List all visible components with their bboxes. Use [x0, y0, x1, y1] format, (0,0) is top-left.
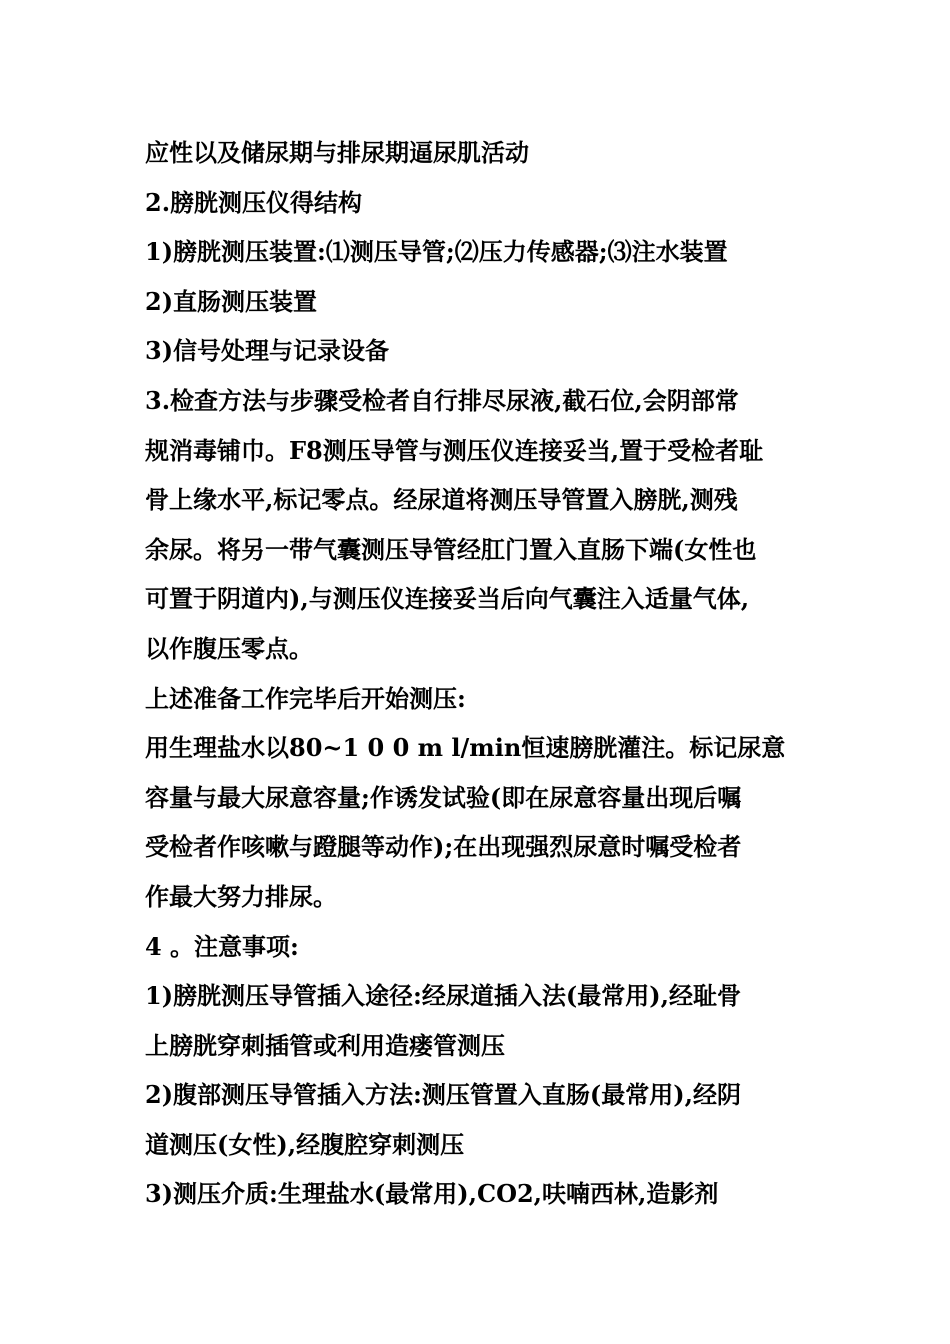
text-line: 1)膀胱测压导管插入途径:经尿道插入法(最常用),经耻骨 [145, 981, 741, 1011]
section-heading: 3.检查方法与步骤受检者自行排尽尿液,截石位,会阴部常 [145, 385, 739, 415]
section-heading: 2.膀胱测压仪得结构 [145, 187, 363, 217]
text-line: 2)腹部测压导管插入方法:测压管置入直肠(最常用),经阴 [145, 1080, 741, 1110]
text-line: 1)膀胱测压装置:⑴测压导管;⑵压力传感器;⑶注水装置 [145, 237, 728, 267]
section-heading: 4 。注意事项: [145, 931, 299, 961]
text-line: 上述准备工作完毕后开始测压: [145, 683, 466, 713]
text-line: 用生理盐水以80~1 0 0 m l/min恒速膀胱灌注。标记尿意 [145, 733, 786, 763]
text-line: 3)信号处理与记录设备 [145, 336, 390, 366]
document-body [145, 128, 825, 1219]
text-line: 余尿。将另一带气囊测压导管经肛门置入直肠下端(女性也 [145, 534, 757, 564]
text-line: 可置于阴道内),与测压仪连接妥当后向气囊注入适量气体, [145, 584, 750, 614]
text-line: 道测压(女性),经腹腔穿刺测压 [145, 1129, 465, 1159]
text-line: 骨上缘水平,标记零点。经尿道将测压导管置入膀胱,测残 [145, 485, 738, 515]
text-line: 上膀胱穿刺插管或利用造瘘管测压 [145, 1030, 505, 1060]
text-line: 作最大努力排尿。 [145, 881, 337, 911]
text-line: 2)直肠测压装置 [145, 286, 318, 316]
text-line: 3)测压介质:生理盐水(最常用),CO2,呋喃西林,造影剂 [145, 1179, 719, 1209]
text-line: 规消毒铺巾。F8测压导管与测压仪连接妥当,置于受检者耻 [145, 435, 764, 465]
text-line: 应性以及储尿期与排尿期逼尿肌活动 [145, 138, 529, 167]
text-line: 容量与最大尿意容量;作诱发试验(即在尿意容量出现后嘱 [145, 782, 742, 812]
text-line: 以作腹压零点。 [145, 633, 313, 663]
text-line: 受检者作咳嗽与蹬腿等动作);在出现强烈尿意时嘱受检者 [145, 832, 742, 862]
